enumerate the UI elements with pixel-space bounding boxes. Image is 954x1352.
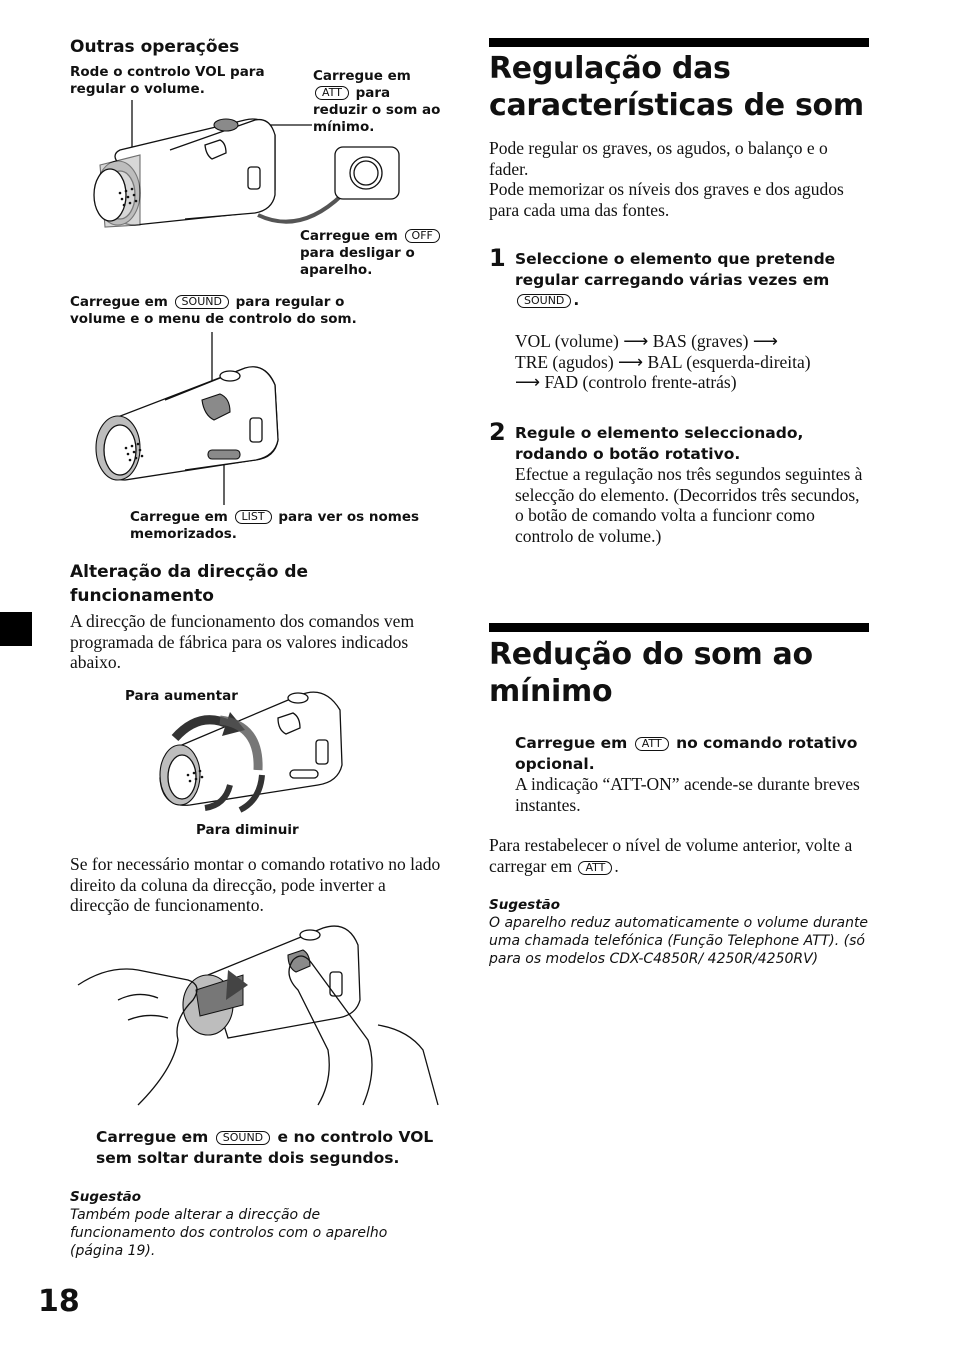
arrow-right-icon: ⟶ [623, 331, 649, 351]
decrease-label: Para diminuir [196, 822, 299, 838]
sound-key: SOUND [175, 295, 229, 309]
att-label-post2: reduzir o som ao mínimo. [313, 102, 441, 135]
arrow-right-icon: ⟶ [752, 331, 778, 351]
title-rule-2 [489, 623, 869, 632]
reverse-instruction-pre: Carregue em [96, 1128, 209, 1146]
list-label-post1: para ver os nomes [278, 509, 420, 525]
off-label-post: para desligar o aparelho. [300, 245, 415, 278]
step-2-heading: Regule o elemento seleccionado, rodando o botão rotativo. [515, 424, 804, 463]
restore-text: Para restabelecer o nível de volume anterior, volte a carregar em [489, 835, 853, 876]
list-key: LIST [235, 510, 272, 524]
direction-body: A direcção de funcionamento dos comandos vem programada de fábrica para os valores indicados abaixo. [70, 611, 415, 672]
sound-key-3: SOUND [517, 294, 571, 308]
increase-label: Para aumentar [125, 688, 238, 704]
list-label-post2: memorizados. [130, 526, 237, 542]
att-instruction-post: no comando rotativo opcional. [515, 734, 858, 773]
sound-key-2: SOUND [216, 1131, 270, 1145]
seq-tre: TRE (agudos) [515, 351, 614, 372]
tip-title-right: Sugestão [489, 897, 561, 913]
att-label-post1: para [355, 85, 391, 101]
rotary-direction-figure [150, 680, 350, 820]
off-label-pre: Carregue em [300, 228, 398, 244]
seq-fad: FAD (controlo frente-atrás) [544, 372, 737, 392]
attenuate-title: Redução do som ao mínimo [489, 637, 813, 709]
seq-bas: BAS (graves) [652, 331, 749, 351]
reverse-instruction-post2: sem soltar durante dois segundos. [96, 1148, 400, 1167]
att-key-2: ATT [635, 737, 669, 751]
restore-paragraph: Para restabelecer o nível de volume anterior, volte a carregar em ATT . [489, 835, 853, 876]
step-2-number: 2 [489, 418, 506, 446]
sound-label-post1: para regular o [235, 294, 345, 310]
sound-settings-title: Regulação das características de som [489, 51, 864, 123]
step-1-number: 1 [489, 244, 506, 272]
att-key: ATT [315, 86, 349, 100]
title-rule-1 [489, 38, 869, 47]
tip-text-left: Também pode alterar a direcção de funcionamento dos controlos com o aparelho (página 19). [70, 1207, 388, 1259]
intro-paragraph-1: Pode regular os graves, os agudos, o balanço e o fader. [489, 138, 828, 179]
step-2-body: Efectue a regulação nos três segundos seguintes à selecção do elemento. (Decorridos três secundos, o botão de comando volta a funcionr como controlo de volume.) [515, 464, 863, 546]
tip-text-right: O aparelho reduz automaticamente o volume durante uma chamada telefónica (Função Telephone ATT). (só para os modelos CDX-C4850R/ 4250R/4250RV) [489, 915, 869, 967]
hands-pressing-figure [78, 920, 448, 1105]
list-label-pre: Carregue em [130, 509, 228, 525]
arrow-right-icon: ⟶ [515, 372, 541, 392]
sound-label [70, 294, 370, 328]
att-body: A indicação “ATT-ON” acende-se durante breves instantes. [515, 774, 860, 815]
att-instruction-pre: Carregue em [515, 734, 628, 752]
sound-label-pre: Carregue em [70, 294, 168, 310]
step-1-heading: Seleccione o elemento que pretende regular carregando várias vezes em SOUND . [515, 250, 836, 309]
att-instruction [515, 733, 870, 774]
rotary-commander-figure-1 [80, 95, 440, 245]
direction-heading: Alteração da direcção de funcionamento [70, 562, 309, 606]
seq-vol: VOL (volume) [515, 331, 619, 351]
rotary-commander-figure-2 [90, 330, 290, 510]
intro-paragraph-2: Pode memorizar os níveis dos graves e dos agudos para cada uma das fontes. [489, 179, 844, 220]
sound-label-post2: volume e o menu de controlo do som. [70, 311, 357, 327]
seq-bal: BAL (esquerda-direita) [647, 351, 811, 372]
vol-control-label: Rode o controlo VOL para regular o volume. [70, 64, 265, 97]
att-label-pre: Carregue em [313, 68, 411, 84]
arrow-right-icon: ⟶ [618, 351, 644, 372]
section-title-other-operations: Outras operações [70, 37, 240, 57]
off-key: OFF [405, 229, 440, 243]
list-label [130, 509, 430, 543]
reverse-instruction-post1: e no controlo VOL [277, 1128, 434, 1146]
tip-title-left: Sugestão [70, 1189, 142, 1205]
att-key-3: ATT [578, 861, 612, 875]
reverse-instruction [96, 1127, 451, 1168]
sound-menu-sequence [515, 331, 870, 393]
page-number: 18 [38, 1284, 80, 1319]
step-1-heading-text: Seleccione o elemento que pretende regular carregando várias vezes em [515, 250, 836, 289]
chapter-tab [0, 612, 32, 646]
mount-body: Se for necessário montar o comando rotativo no lado direito da coluna da direcção, pode inverter a direcção de funcionamento. [70, 854, 441, 915]
